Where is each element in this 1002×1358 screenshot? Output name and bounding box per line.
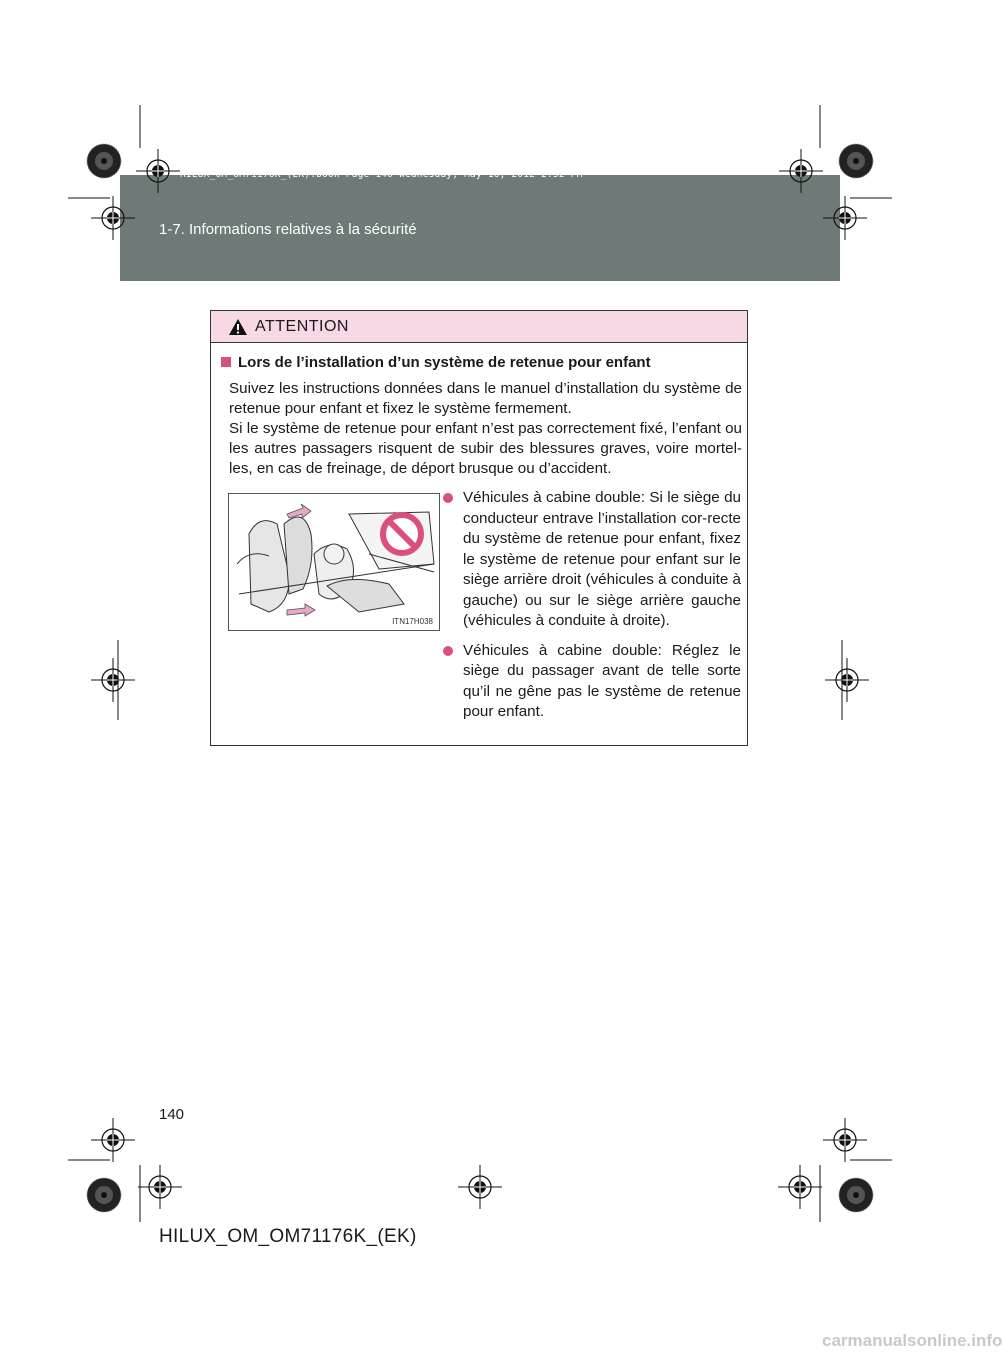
instruction-paragraph: Suivez les instructions données dans le manuel d’installation du système de retenue pour enfant et fixez le système fermement. — [229, 380, 742, 417]
attention-header — [211, 311, 747, 343]
bullet-list — [443, 488, 741, 732]
file-stamp: HILUX_OM_OM71176K_(EK).book Page 140 Wednesday, May 16, 2012 2:32 PM — [180, 169, 583, 180]
site-watermark[interactable]: carmanualsonline.info — [822, 1331, 1002, 1350]
bullet-text: Véhicules à cabine double: Si le siège du conducteur entrave l’installation cor-recte du système de retenue pour enfant, fixez le système de retenue pour enfant sur le siège arrière droit (véhicules à conduite à gauche) ou sur le siège arrière gauche (véhicules à conduite à droite). — [463, 489, 741, 629]
bullet-text: Véhicules à cabine double: Réglez le siège du passager avant de telle sorte qu’il ne gêne pas le système de retenue pour enfant. — [463, 641, 741, 720]
attention-title: ATTENTION — [255, 318, 349, 335]
child-seat-illustration — [228, 493, 440, 631]
book-code: HILUX_OM_OM71176K_(EK) — [159, 1226, 417, 1247]
section-heading — [221, 354, 651, 371]
attention-box — [210, 310, 748, 746]
list-item — [443, 641, 741, 723]
page-number: 140 — [159, 1106, 185, 1123]
square-bullet-icon — [221, 357, 231, 367]
warning-triangle-icon — [228, 318, 248, 336]
list-item — [443, 488, 741, 632]
circle-bullet-icon — [443, 646, 453, 656]
section-heading-text: Lors de l’installation d’un système de retenue pour enfant — [238, 354, 651, 371]
child-seat-prohibited-illustration — [229, 494, 439, 630]
figure-code: ITN17H038 — [392, 617, 433, 626]
consequence-paragraph: Si le système de retenue pour enfant n’est pas correctement fixé, l’enfant ou les autres passagers risquent de subir des blessures graves, voire mortel-les, en cas de freinage, de déport brusque ou d’accident. — [229, 420, 742, 477]
circle-bullet-icon — [443, 493, 453, 503]
section-title: 1-7. Informations relatives à la sécurité — [159, 221, 417, 238]
